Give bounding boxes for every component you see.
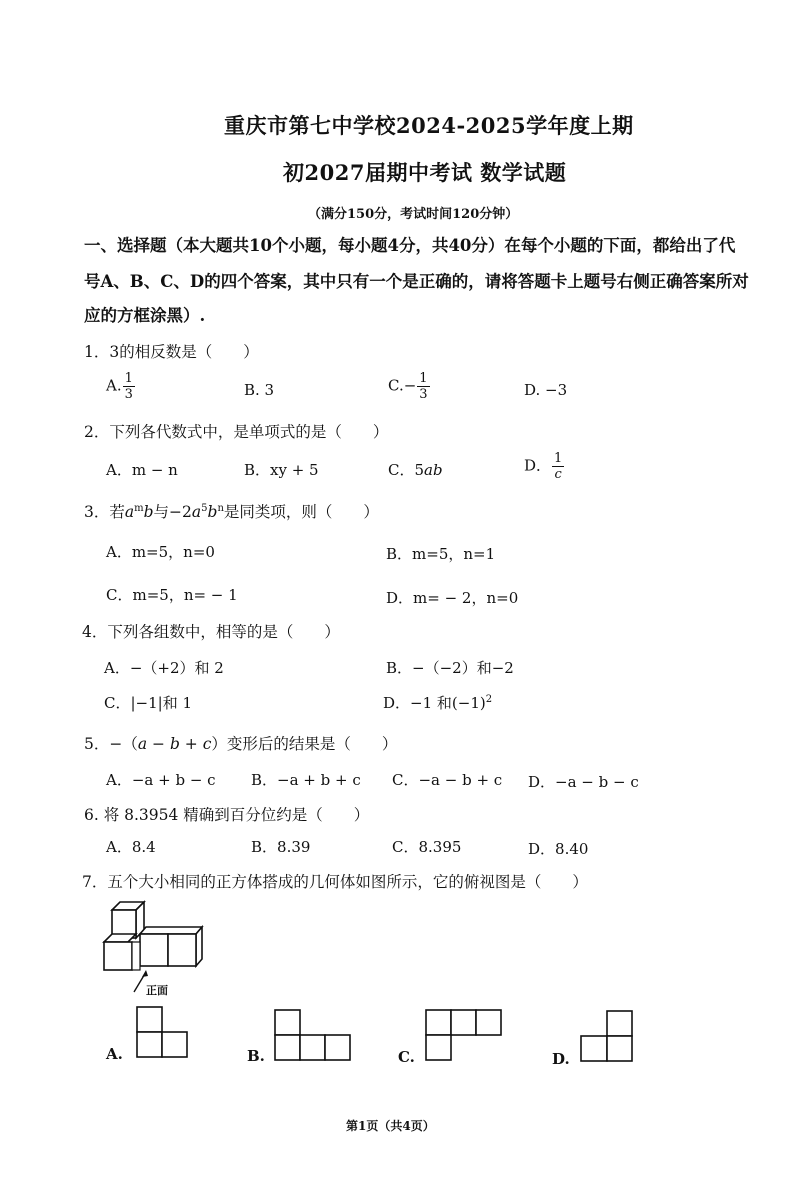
- q6-option-d: D．8.40: [528, 840, 589, 858]
- q3-option-d: D．m= − 2，n=0: [386, 589, 519, 607]
- q2-stem: 2．下列各代数式中，是单项式的是（ ）: [84, 423, 389, 441]
- q2-option-b: B．xy + 5: [244, 461, 319, 479]
- q1-option-a: A. $\frac{1}{3}$: [106, 371, 133, 402]
- q5-option-b: B．−a + b + c: [251, 771, 361, 789]
- q1-stem: 1．3的相反数是（ ）: [84, 343, 259, 361]
- q5-stem: 5．−（a − b + c）变形后的结果是（ ）: [84, 735, 398, 753]
- q5-option-d: D．−a − b − c: [528, 773, 639, 791]
- q1-option-d: D. −3: [524, 381, 568, 399]
- cube-row-right: [132, 927, 202, 970]
- q1-option-b: B. 3: [244, 381, 275, 399]
- front-label: 正面: [146, 984, 168, 997]
- q7-option-a-label: A.: [106, 1045, 123, 1063]
- exam-subtitle: （满分150分，考试时间120分钟）: [308, 207, 519, 222]
- q4-option-c: C．|−1|和 1: [104, 694, 193, 712]
- q5-option-a: A．−a + b − c: [106, 771, 216, 789]
- q7-stem: 7．五个大小相同的正方体搭成的几何体如图所示，它的俯视图是（ ）: [82, 873, 588, 891]
- q2-option-c: C．5ab: [388, 461, 443, 479]
- exam-title-line2: 初2027届期中考试 数学试题: [283, 160, 567, 185]
- q4-stem: 4．下列各组数中，相等的是（ ）: [82, 623, 340, 641]
- q7-option-b-grid: [274, 1009, 354, 1063]
- cube-bottom-left: [104, 934, 136, 970]
- page-number: 第1页（共4页）: [346, 1119, 435, 1133]
- q6-stem: 6. 将 8.3954 精确到百分位约是（ ）: [84, 806, 370, 824]
- q7-option-c-grid: [425, 1009, 505, 1063]
- q3-stem: 3．若$a^mb$与$-2a^5b^n$是同类项，则（ ）: [84, 502, 379, 521]
- q2-option-a: A．m − n: [106, 461, 178, 479]
- section1-line2: 号A、B、C、D的四个答案，其中只有一个是正确的，请将答题卡上题号右侧正确答案所对: [84, 272, 749, 291]
- q7-option-b-label: B.: [247, 1047, 265, 1065]
- q7-option-d-grid: [580, 1010, 636, 1064]
- q6-option-a: A．8.4: [106, 838, 156, 856]
- q3-option-c: C．m=5，n= − 1: [106, 586, 238, 604]
- q2-option-d: D． $\frac{1}{c}$: [524, 451, 563, 482]
- q4-option-b: B．−（−2）和−2: [386, 659, 514, 677]
- q3-option-b: B．m=5，n=1: [386, 545, 496, 563]
- q3-option-a: A．m=5，n=0: [106, 543, 215, 561]
- q6-option-c: C．8.395: [392, 838, 462, 856]
- q7-option-a-grid: [136, 1006, 190, 1060]
- section1-line3: 应的方框涂黑）.: [84, 306, 206, 325]
- q6-option-b: B．8.39: [251, 838, 311, 856]
- exam-title-line1: 重庆市第七中学校2024-2025学年度上期: [224, 113, 634, 138]
- q4-option-a: A．−（+2）和 2: [104, 659, 224, 677]
- q4-option-d: D．−1 和$(-1)^2$: [383, 694, 493, 712]
- q5-option-c: C．−a − b + c: [392, 771, 503, 789]
- section1-line1: 一、选择题（本大题共10个小题，每小题4分，共40分）在每个小题的下面，都给出了代: [84, 236, 736, 255]
- q7-option-d-label: D.: [552, 1050, 570, 1068]
- front-arrow-head: [142, 970, 148, 977]
- cube-top: [112, 902, 144, 938]
- q7-option-c-label: C.: [398, 1048, 415, 1066]
- q1-option-c: C.− $\frac{1}{3}$: [388, 371, 428, 402]
